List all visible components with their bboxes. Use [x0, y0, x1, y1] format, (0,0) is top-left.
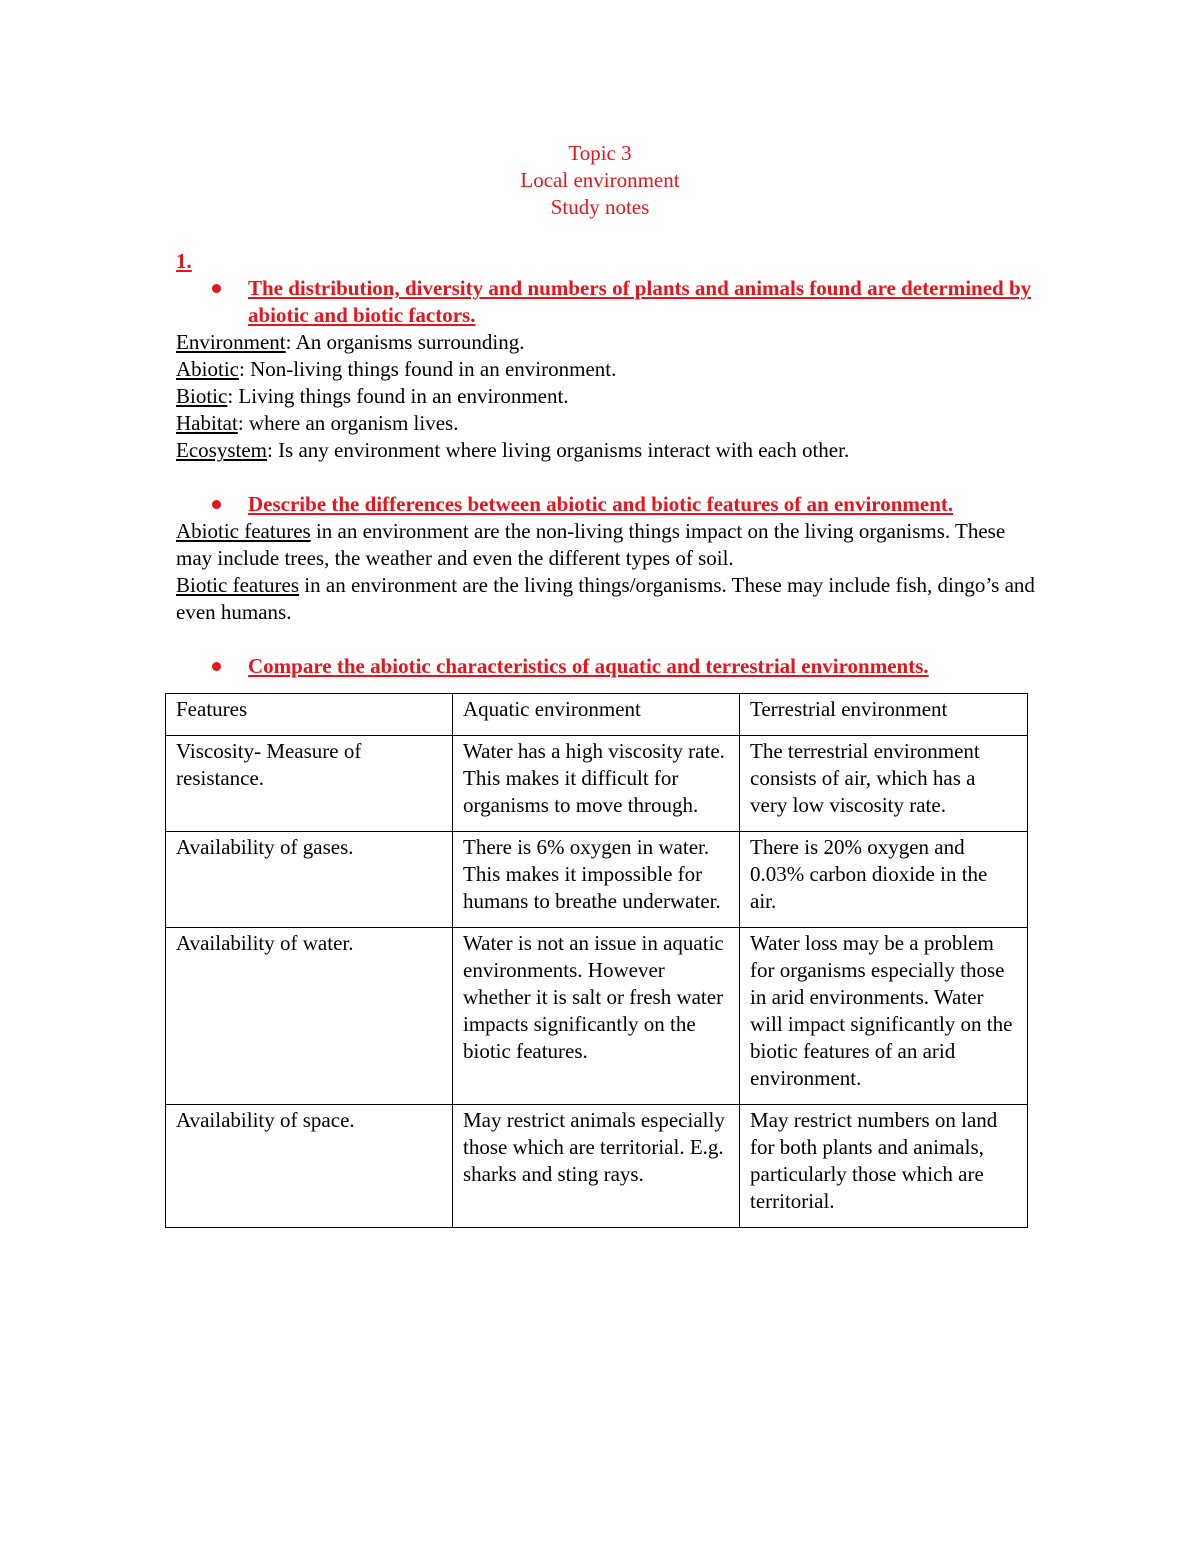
definition-text: : where an organism lives.: [237, 411, 459, 435]
table-cell: Water has a high viscosity rate. This makes it difficult for organisms to move through.: [453, 736, 740, 832]
definition-term: Abiotic: [176, 357, 239, 381]
definition-text: : Living things found in an environment.: [227, 384, 569, 408]
table-header-cell: Aquatic environment: [453, 694, 740, 736]
document-page: [176, 140, 1036, 1228]
paragraph-term: Abiotic features: [176, 519, 311, 543]
section-number: 1.: [176, 249, 192, 273]
table-cell: There is 6% oxygen in water. This makes it impossible for humans to breathe underwater.: [453, 832, 740, 928]
definition-habitat: [176, 410, 1036, 437]
definition-text: : Non-living things found in an environment.: [239, 357, 617, 381]
table-header-cell: Features: [166, 694, 453, 736]
definition-text: : An organisms surrounding.: [285, 330, 525, 354]
table-cell: May restrict animals especially those which are territorial. E.g. sharks and sting rays.: [453, 1105, 740, 1228]
definition-term: Habitat: [176, 411, 238, 435]
definition-term: Biotic: [176, 384, 228, 408]
definition-biotic: [176, 383, 1036, 410]
table-row: [166, 736, 1028, 832]
definition-abiotic: [176, 356, 1036, 383]
table-cell: Availability of water.: [166, 928, 453, 1105]
bullet-heading-1: [176, 275, 1036, 329]
table-row: [166, 832, 1028, 928]
topic-subtitle-2: Study notes: [550, 195, 650, 219]
paragraph-text: in an environment are the non-living things impact on the living organisms. These may include trees, the weather and even the different types of soil.: [176, 519, 1006, 570]
paragraph-term: Biotic features: [176, 573, 300, 597]
bullet-heading-3: [176, 653, 1036, 680]
table-cell: Water is not an issue in aquatic environments. However whether it is salt or fresh water impacts significantly on the biotic features.: [453, 928, 740, 1105]
definition-environment: [176, 329, 1036, 356]
bullet-heading-3-text: Compare the abiotic characteristics of aquatic and terrestrial environments.: [248, 654, 929, 678]
topic-subtitle: Local environment: [520, 168, 680, 192]
definition-term: Ecosystem: [176, 438, 267, 462]
table-cell: Availability of gases.: [166, 832, 453, 928]
table-cell: There is 20% oxygen and 0.03% carbon dioxide in the air.: [740, 832, 1028, 928]
topic-title: Topic 3: [568, 141, 632, 165]
title-block: [176, 140, 1024, 221]
bullet-heading-2-text: Describe the differences between abiotic and biotic features of an environment.: [248, 492, 954, 516]
table-cell: May restrict numbers on land for both plants and animals, particularly those which are territorial.: [740, 1105, 1028, 1228]
table-header-cell: Terrestrial environment: [740, 694, 1028, 736]
paragraph-text: in an environment are the living things/organisms. These may include fish, dingo’s and even humans.: [176, 573, 1035, 624]
table-cell: Availability of space.: [166, 1105, 453, 1228]
table-row: [166, 928, 1028, 1105]
table-cell: Viscosity- Measure of resistance.: [166, 736, 453, 832]
bullet-dot-icon: [212, 284, 221, 293]
paragraph-abiotic-features: [176, 518, 1036, 572]
bullet-heading-1-text: The distribution, diversity and numbers of plants and animals found are determined by abiotic and biotic factors.: [248, 276, 1032, 327]
definition-text: : Is any environment where living organisms interact with each other.: [266, 438, 850, 462]
bullet-heading-2: [176, 491, 1036, 518]
table-header-row: [166, 694, 1028, 736]
bullet-dot-icon: [212, 500, 221, 509]
bullet-dot-icon: [212, 662, 221, 671]
table-cell: The terrestrial environment consists of air, which has a very low viscosity rate.: [740, 736, 1028, 832]
table-row: [166, 1105, 1028, 1228]
table-cell: Water loss may be a problem for organisms especially those in arid environments. Water will impact significantly on the biotic features of an arid environment.: [740, 928, 1028, 1105]
definition-term: Environment: [176, 330, 286, 354]
comparison-table: [165, 693, 1028, 1228]
definition-ecosystem: [176, 437, 1036, 464]
paragraph-biotic-features: [176, 572, 1036, 626]
